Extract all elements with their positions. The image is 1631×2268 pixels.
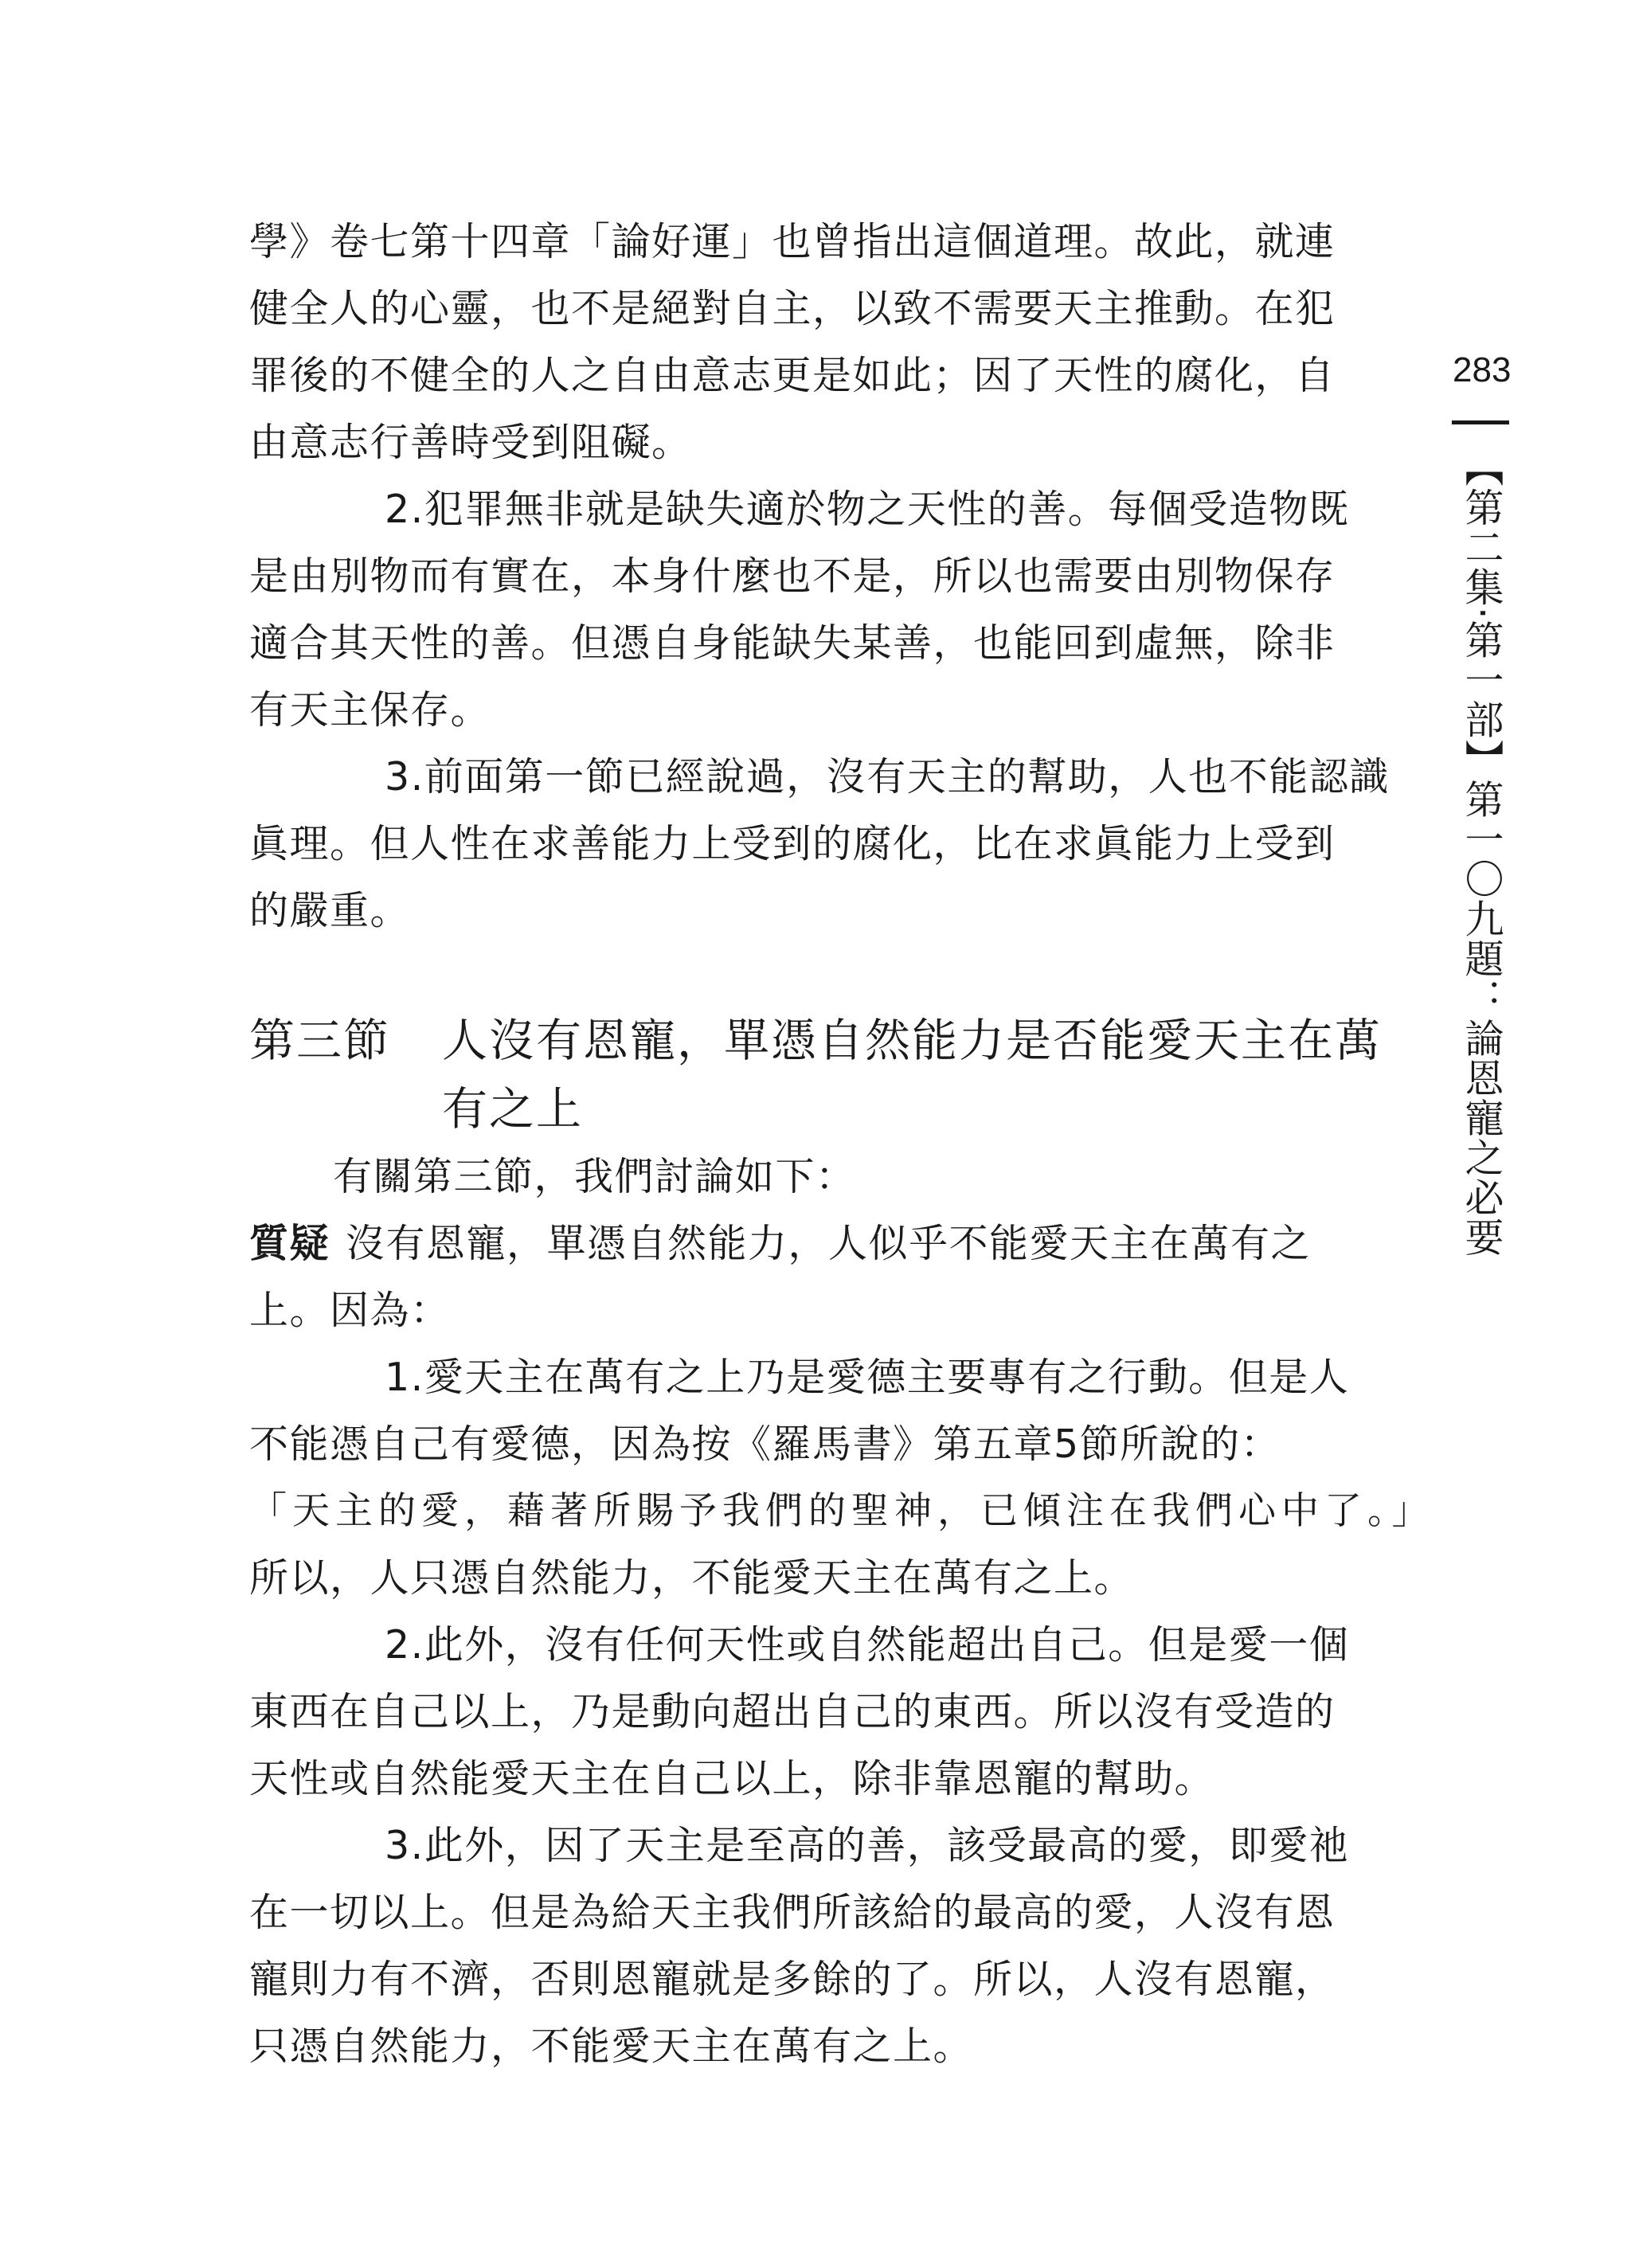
text-line: 3.此外，因了天主是至高的善，該受最高的愛，即愛祂 [385, 1823, 1350, 1868]
text-line: 有天主保存。 [249, 687, 491, 733]
objection-point-3 [249, 1812, 1404, 2080]
paragraph-continuation [249, 209, 1404, 476]
text-line: 是由別物而有實在，本身什麼也不是，所以也需要由別物保存 [249, 553, 1336, 599]
text-line: 2.此外，沒有任何天性或自然能超出自己。但是愛一個 [385, 1622, 1350, 1668]
section-title-continued: 有之上 [442, 1083, 583, 1136]
text-line: 3.前面第一節已經說過，沒有天主的幫助，人也不能認識 [385, 754, 1390, 800]
section-heading [249, 1007, 1404, 1144]
text-line: 天性或自然能愛天主在自己以上，除非靠恩寵的幫助。 [249, 1756, 1215, 1801]
text-line: 由意志行善時受到阻礙。 [249, 420, 692, 465]
heading-line [249, 1007, 1404, 1075]
spacer [249, 944, 1404, 1007]
text-line: 寵則力有不濟，否則恩寵就是多餘的了。所以，人沒有恩寵， [249, 1957, 1336, 2002]
text-line: 眞理。但人性在求善能力上受到的腐化，比在求眞能力上受到 [249, 821, 1336, 866]
paragraph-point-3 [249, 744, 1404, 944]
text-line: 適合其天性的善。但憑自身能缺失某善，也能回到虛無，除非 [249, 620, 1336, 666]
scripture-quote: 「天主的愛，藉著所賜予我們的聖神，已傾注在我們心中了。」 [249, 1489, 1435, 1533]
margin-rule [1452, 420, 1509, 424]
page-number: 283 [1453, 350, 1512, 389]
objection-point-2 [249, 1612, 1404, 1812]
text-line: 1.愛天主在萬有之上乃是愛德主要專有之行動。但是人 [385, 1355, 1350, 1400]
text-line: 不能憑自己有愛德，因為按《羅馬書》第五章5節所說的： [249, 1421, 1281, 1467]
objection-point-1 [249, 1344, 1435, 1612]
text-line: 上。因為： [249, 1288, 451, 1333]
text-line [249, 1210, 1404, 1277]
objection [249, 1210, 1404, 1344]
text-line: 在一切以上。但是為給天主我們所該給的最高的愛，人沒有恩 [249, 1890, 1336, 1935]
text-line: 健全人的心靈，也不是絕對自主，以致不需要天主推動。在犯 [249, 286, 1336, 331]
paragraph-point-2 [249, 476, 1404, 744]
body-text [249, 209, 1435, 2080]
text-line: 罪後的不健全的人之自由意志更是如此；因了天性的腐化，自 [249, 353, 1336, 398]
text-line: 只憑自然能力，不能愛天主在萬有之上。 [249, 2024, 974, 2069]
text-line: 所以，人只憑自然能力，不能愛天主在萬有之上。 [249, 1555, 1135, 1601]
objection-text: 沒有恩寵，單憑自然能力，人似乎不能愛天主在萬有之 [346, 1221, 1312, 1266]
section-title: 人沒有恩寵，單憑自然能力是否能愛天主在萬 [442, 1015, 1382, 1067]
text-line: 的嚴重。 [249, 888, 411, 933]
text-line: 學》卷七第十四章「論好運」也曾指出這個道理。故此，就連 [249, 219, 1336, 264]
text-line: 2.犯罪無非就是缺失適於物之天性的善。每個受造物既 [385, 487, 1350, 532]
intro-line: 有關第三節，我們討論如下： [333, 1154, 856, 1199]
objection-label: 質疑 [249, 1221, 331, 1266]
section-label: 第三節 [249, 1015, 390, 1067]
running-header: 【第二集‧第一部】第一〇九題：論恩寵之必要 [1459, 448, 1504, 1257]
text-line: 東西在自己以上，乃是動向超出自己的東西。所以沒有受造的 [249, 1689, 1336, 1734]
